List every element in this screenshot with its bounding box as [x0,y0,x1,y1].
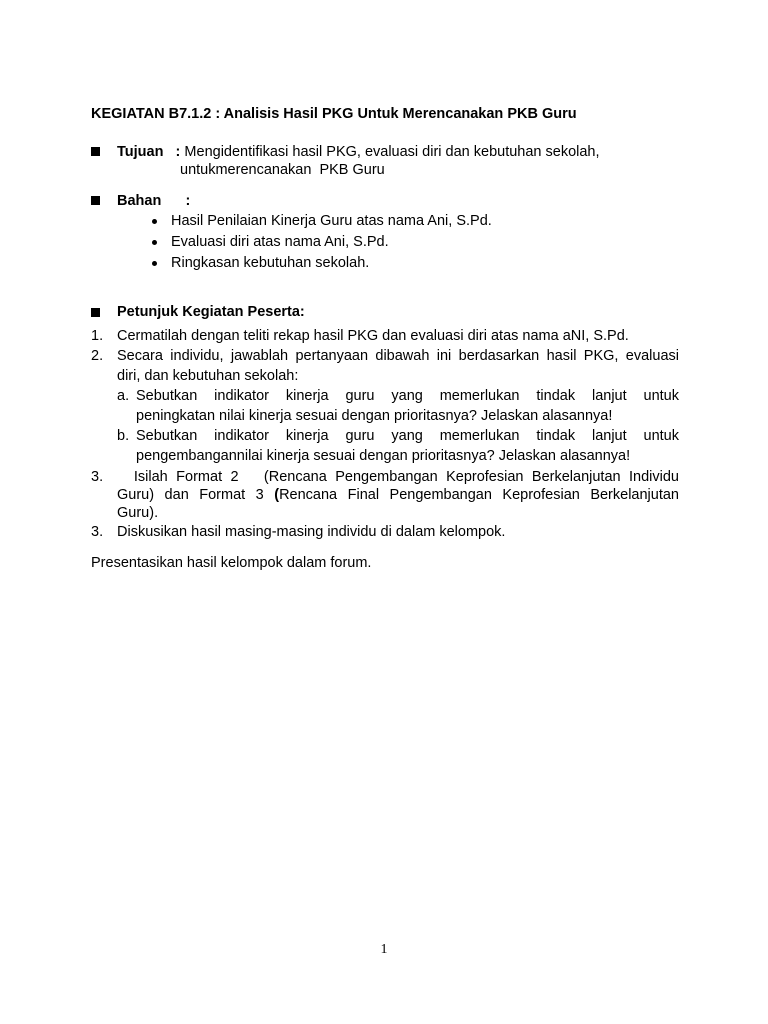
list-item: Evaluasi diri atas nama Ani, S.Pd. [91,232,679,253]
bahan-heading [91,192,679,210]
tujuan-colon: : [175,144,181,160]
bullet-icon [152,219,157,224]
tujuan-text-2: untukmerencanakan PKB Guru [180,162,385,178]
step-2-sub-a: a. Sebutkan indikator kinerja guru yang memerlukan tindak lanjut untuk peningkatan nilai kinerja sesuai dengan prioritasnya? Jelaskan alasannya! [117,388,679,424]
bahan-label: Bahan [117,193,162,209]
petunjuk-heading: Petunjuk Kegiatan Peserta: [117,304,305,320]
page-title: KEGIATAN B7.1.2 : Analisis Hasil PKG Untuk Merencanakan PKB Guru [91,106,577,122]
step-1: 1. Cermatilah dengan teliti rekap hasil PKG dan evaluasi diri atas nama aNI, S.Pd. [91,328,629,344]
bahan-section [91,192,679,274]
step-4: 3. Diskusikan hasil masing-masing individu di dalam kelompok. [91,524,506,540]
petunjuk-section [91,304,679,542]
square-bullet-icon [91,147,100,156]
step-3: 3. Isilah Format 2 (Rencana Pengembangan Keprofesian Berkelanjutan Individu Guru) dan Format 3 (Rencana Final Pengembangan Keprofesian Berkelanjutan Guru). [91,469,680,521]
tujuan-label: Tujuan [117,144,164,160]
page-number: 1 [380,942,388,957]
step-2-sub-b: b. Sebutkan indikator kinerja guru yang memerlukan tindak lanjut untuk pengembangannilai kinerja sesuai dengan prioritasnya? Jelaskan alasannya! [117,428,679,464]
bullet-icon [152,240,157,245]
square-bullet-icon [91,308,100,317]
bahan-list [91,211,679,274]
closing-text: Presentasikan hasil kelompok dalam forum. [91,555,372,571]
tujuan-line-1 [91,143,679,161]
tujuan-section [91,143,679,179]
tujuan-text-1: Mengidentifikasi hasil PKG, evaluasi diri dan kebutuhan sekolah, [184,144,600,160]
list-item: Ringkasan kebutuhan sekolah. [91,253,679,274]
bullet-icon [152,261,157,266]
square-bullet-icon [91,196,100,205]
bahan-colon: : [185,193,191,209]
list-item: Hasil Penilaian Kinerja Guru atas nama Ani, S.Pd. [91,211,679,232]
step-2: 2. Secara individu, jawablah pertanyaan dibawah ini berdasarkan hasil PKG, evaluasi diri, dan kebutuhan sekolah: [91,348,679,384]
